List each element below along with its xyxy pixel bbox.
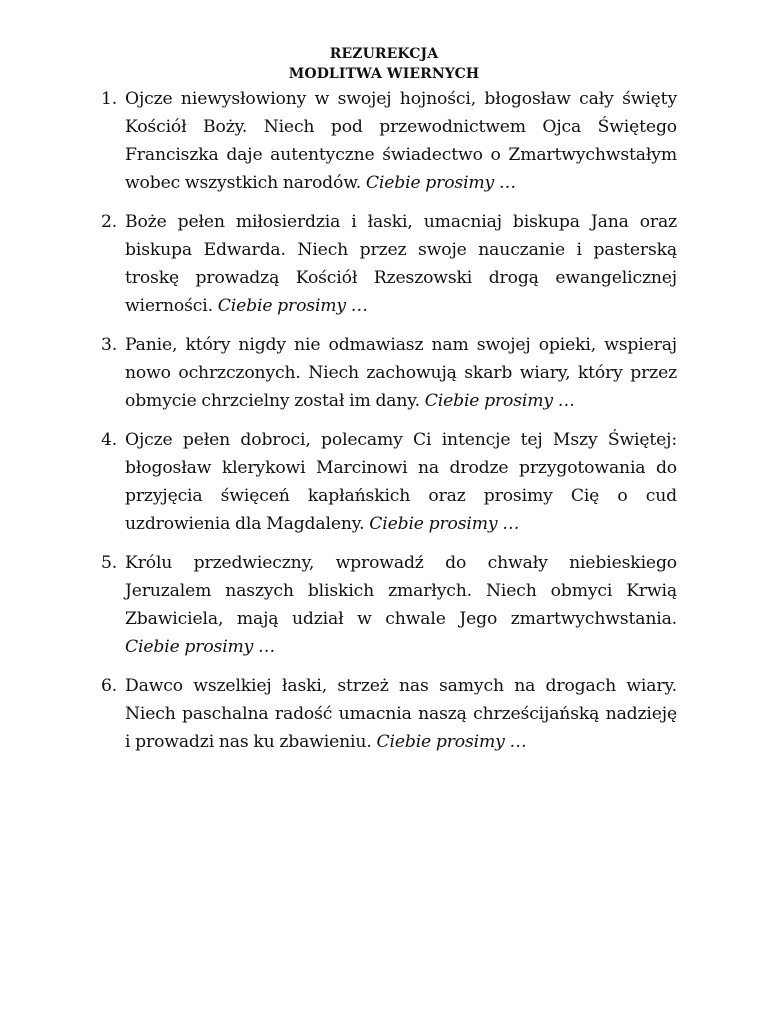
intention-number: 6.	[101, 676, 118, 696]
intention-number: 4.	[101, 430, 118, 450]
intention-item-1	[101, 85, 677, 197]
intention-number: 5.	[101, 553, 118, 573]
intention-number: 2.	[101, 212, 118, 232]
intention-text: Ojcze niewysłowiony w swojej hojności, błogosław cały święty Kościół Boży. Niech pod przewodnictwem Ojca Świętego Franciszka daje autentyczne świadectwo o Zmartwychwstałym wobec wszystkich narodów.	[125, 89, 677, 193]
intention-text: Ojcze pełen dobroci, polecamy Ci intencje tej Mszy Świętej: błogosław klerykowi Marcinowi na drodze przygotowania do przyjęcia święceń kapłańskich oraz prosimy Cię o cud uzdrowienia dla Magdaleny.	[125, 430, 677, 534]
intention-response: Ciebie prosimy …	[424, 391, 575, 411]
intention-text: Boże pełen miłosierdzia i łaski, umacniaj biskupa Jana oraz biskupa Edwarda. Niech przez swoje nauczanie i pasterską troskę prowadzą Kościół Rzeszowski drogą ewangelicznej wierności.	[125, 212, 677, 316]
intention-response: Ciebie prosimy …	[376, 732, 527, 752]
intention-text: Królu przedwieczny, wprowadź do chwały niebieskiego Jeruzalem naszych bliskich zmarłych. Niech obmyci Krwią Zbawiciela, mają udział w chwale Jego zmartwychwstania.	[125, 553, 677, 629]
intention-item-5	[101, 549, 677, 661]
intention-item-3	[101, 331, 677, 415]
intention-item-4	[101, 426, 677, 538]
document-subtitle: MODLITWA WIERNYCH	[288, 66, 480, 82]
document-header	[0, 44, 768, 84]
intention-response: Ciebie prosimy …	[369, 514, 520, 534]
intention-number: 3.	[101, 335, 118, 355]
intention-text: Dawco wszelkiej łaski, strzeż nas samych na drogach wiary. Niech paschalna radość umacnia naszą chrześcijańską nadzieję i prowadzi nas ku zbawieniu.	[125, 676, 677, 752]
intention-response: Ciebie prosimy …	[125, 637, 276, 657]
intention-item-6	[101, 672, 677, 756]
intention-text: Panie, który nigdy nie odmawiasz nam swojej opieki, wspieraj nowo ochrzczonych. Niech zachowują skarb wiary, który przez obmycie chrzcielny został im dany.	[125, 335, 677, 411]
intention-item-2	[101, 208, 677, 320]
intentions-list	[101, 85, 677, 767]
intention-number: 1.	[101, 89, 118, 109]
intention-response: Ciebie prosimy …	[217, 296, 368, 316]
document-title: REZUREKCJA	[329, 46, 439, 62]
intention-response: Ciebie prosimy …	[365, 173, 516, 193]
